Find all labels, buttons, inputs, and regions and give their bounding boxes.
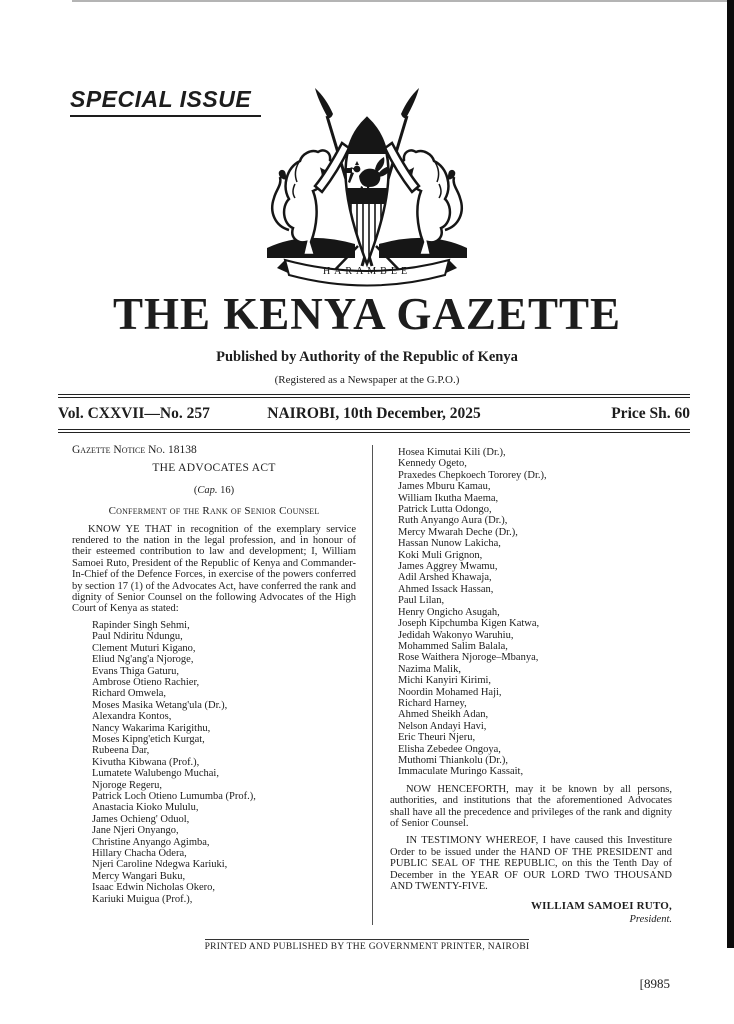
testimony-paragraph: IN TESTIMONY WHEREOF, I have caused this Investiture Order to be issued under the HAND OF THE PRESIDENT and PUBLIC SEAL OF THE REPUBLIC, on this the Tenth Day of December in the YEAR OF OUR LORD TWO THOUSAND AND TWENTY-FIVE. (390, 835, 672, 893)
advocate-name: Patrick Lutta Odongo, (398, 504, 492, 516)
advocate-name: Michi Kanyiri Kirimi, (398, 675, 492, 687)
page-reference: [8985 (639, 976, 670, 991)
advocate-name: Richard Omwela, (92, 688, 167, 700)
advocate-name: Jedidah Wakonyo Waruhiu, (398, 629, 514, 641)
advocate-name: Kennedy Ogeto, (398, 458, 467, 470)
advocate-list-column-2 (398, 447, 672, 778)
advocate-name: Praxedes Chepkoech Tororey (Dr.), (398, 469, 547, 481)
advocate-name: James Aggrey Mwamu, (398, 561, 498, 573)
advocate-name: Mohammed Salim Balala, (398, 640, 508, 652)
advocate-name: Patrick Loch Otieno Lumumba (Prof.), (92, 790, 256, 802)
advocate-name: Njeri Caroline Ndegwa Kariuki, (92, 859, 228, 871)
advocate-name: Evans Thiga Gaturu, (92, 665, 179, 677)
advocate-name: Elisha Zebedee Ongoya, (398, 743, 501, 755)
advocate-name: Immaculate Muringo Kassait, (398, 766, 524, 778)
advocate-name: Lumatete Walubengo Muchai, (92, 768, 219, 780)
masthead (0, 0, 734, 288)
advocate-name: Nazima Malik, (398, 663, 461, 675)
advocate-name: Hassan Nunow Lakicha, (398, 538, 501, 550)
place-date: NAIROBI, 10th December, 2025 (267, 405, 481, 422)
signatory-title: President. (629, 913, 672, 925)
advocate-name: Noordin Mohamed Haji, (398, 686, 502, 698)
rule-bottom (58, 429, 690, 433)
advocate-name: James Mburu Kamau, (398, 481, 491, 493)
advocate-name: Christine Anyango Agimba, (92, 836, 210, 848)
advocate-name: Nelson Andayi Havi, (398, 720, 487, 732)
advocate-name: Eliud Ng'ang'a Njoroge, (92, 654, 194, 666)
advocate-name: Joseph Kipchumba Kigen Katwa, (398, 618, 540, 630)
advocate-name: Isaac Edwin Nicholas Okero, (92, 882, 216, 894)
advocate-list-column-1 (92, 620, 356, 905)
gazette-title: THE KENYA GAZETTE (112, 289, 621, 339)
advocate-name: Nancy Wakarima Karigithu, (92, 722, 211, 734)
advocate-name: Kivutha Kibwana (Prof.), (92, 756, 200, 768)
advocate-name: Richard Harney, (398, 697, 467, 709)
advocate-name: Hillary Chacha Odera, (92, 848, 187, 859)
advocate-name: Koki Muli Grignon, (398, 549, 483, 561)
column-left (72, 445, 372, 925)
advocate-name: Paul Lilan, (398, 595, 445, 607)
column-right (372, 445, 672, 925)
advocate-name: Ruth Anyango Aura (Dr.), (398, 515, 508, 527)
issue-line (58, 398, 690, 429)
special-issue-label: SPECIAL ISSUE (70, 86, 261, 117)
advocate-name: James Ochieng' Oduol, (92, 813, 190, 825)
advocate-name: Ahmed Sheikh Adan, (398, 709, 489, 721)
advocate-name: Moses Masika Wetang'ula (Dr.), (92, 699, 228, 711)
henceforth-paragraph: NOW HENCEFORTH, may it be known by all persons, authorities, and institutions that the aforementioned Advocates shall have all the precedence and privileges of the rank and dignity of Senior Counsel. (390, 783, 672, 829)
advocate-name: Ambrose Otieno Rachier, (92, 676, 200, 688)
advocate-name: Anastacia Kioko Mululu, (92, 802, 199, 814)
advocate-name: Clement Muturi Kigano, (92, 642, 196, 654)
volume-number: Vol. CXXVII—No. 257 (58, 405, 210, 422)
act-title: THE ADVOCATES ACT (152, 462, 276, 475)
motto-text: HARAMBEE (322, 266, 412, 277)
notice-subject: Conferment of the Rank of Senior Counsel (108, 505, 320, 518)
advocate-name: Hosea Kimutai Kili (Dr.), (398, 447, 506, 458)
proclamation-paragraph: KNOW YE THAT in recognition of the exemplary service rendered to the nation in the legal profession, and in honour of their esteemed contribution to law and development; I, William Samoei Ruto, President of the Republic of Kenya and Commander- In-Chief of the Defence Forces, in exercise of the powers conferred by section 17 (1) of the Advocates Act, have conferred the rank and dignity of Senior Counsel on the following Advocates of the High Court of Kenya as stated: (72, 523, 356, 615)
price: Price Sh. 60 (611, 405, 690, 422)
printer-imprint: PRINTED AND PUBLISHED BY THE GOVERNMENT PRINTER, NAIROBI (205, 939, 530, 952)
advocate-name: Jane Njeri Onyango, (92, 825, 179, 837)
cap-abbrev: Cap. (197, 484, 218, 496)
registration-line: (Registered as a Newspaper at the G.P.O.) (274, 374, 460, 386)
advocate-name: Rose Waithera Njoroge–Mbanya, (398, 652, 539, 664)
advocate-name: Rubeena Dar, (92, 745, 150, 757)
advocate-name: William Ikutha Maema, (398, 492, 499, 504)
advocate-name: Paul Ndiritu Ndungu, (92, 631, 183, 643)
kenya-coat-of-arms-icon (255, 88, 479, 288)
advocate-name: Adil Arshed Khawaja, (398, 572, 492, 584)
authority-line: Published by Authority of the Republic of Kenya (216, 349, 518, 365)
advocate-name: Ahmed Issack Hassan, (398, 583, 494, 595)
advocate-name: Mercy Wangari Buku, (92, 870, 186, 882)
cap-line: (Cap. 16) (193, 484, 235, 496)
advocate-name: Mercy Mwarah Deche (Dr.), (398, 526, 518, 538)
advocate-name: Njoroge Regeru, (92, 779, 162, 791)
advocate-name: Rapinder Singh Sehmi, (92, 619, 190, 631)
advocate-name: Muthomi Thiankolu (Dr.), (398, 754, 509, 766)
gazette-notice-number: Gazette Notice No. 18138 (72, 444, 197, 456)
advocate-name: Kariuki Muigua (Prof.), (92, 893, 193, 905)
footer (0, 936, 734, 954)
signature-block (390, 901, 672, 925)
advocate-name: Henry Ongicho Asugah, (398, 606, 500, 618)
signatory-name: WILLIAM SAMOEI RUTO, (530, 900, 672, 913)
advocate-name: Alexandra Kontos, (92, 711, 172, 723)
advocate-name: Moses Kipng'etich Kurgat, (92, 733, 205, 745)
advocate-name: Eric Theuri Njeru, (398, 732, 476, 744)
notice-body (72, 445, 672, 925)
